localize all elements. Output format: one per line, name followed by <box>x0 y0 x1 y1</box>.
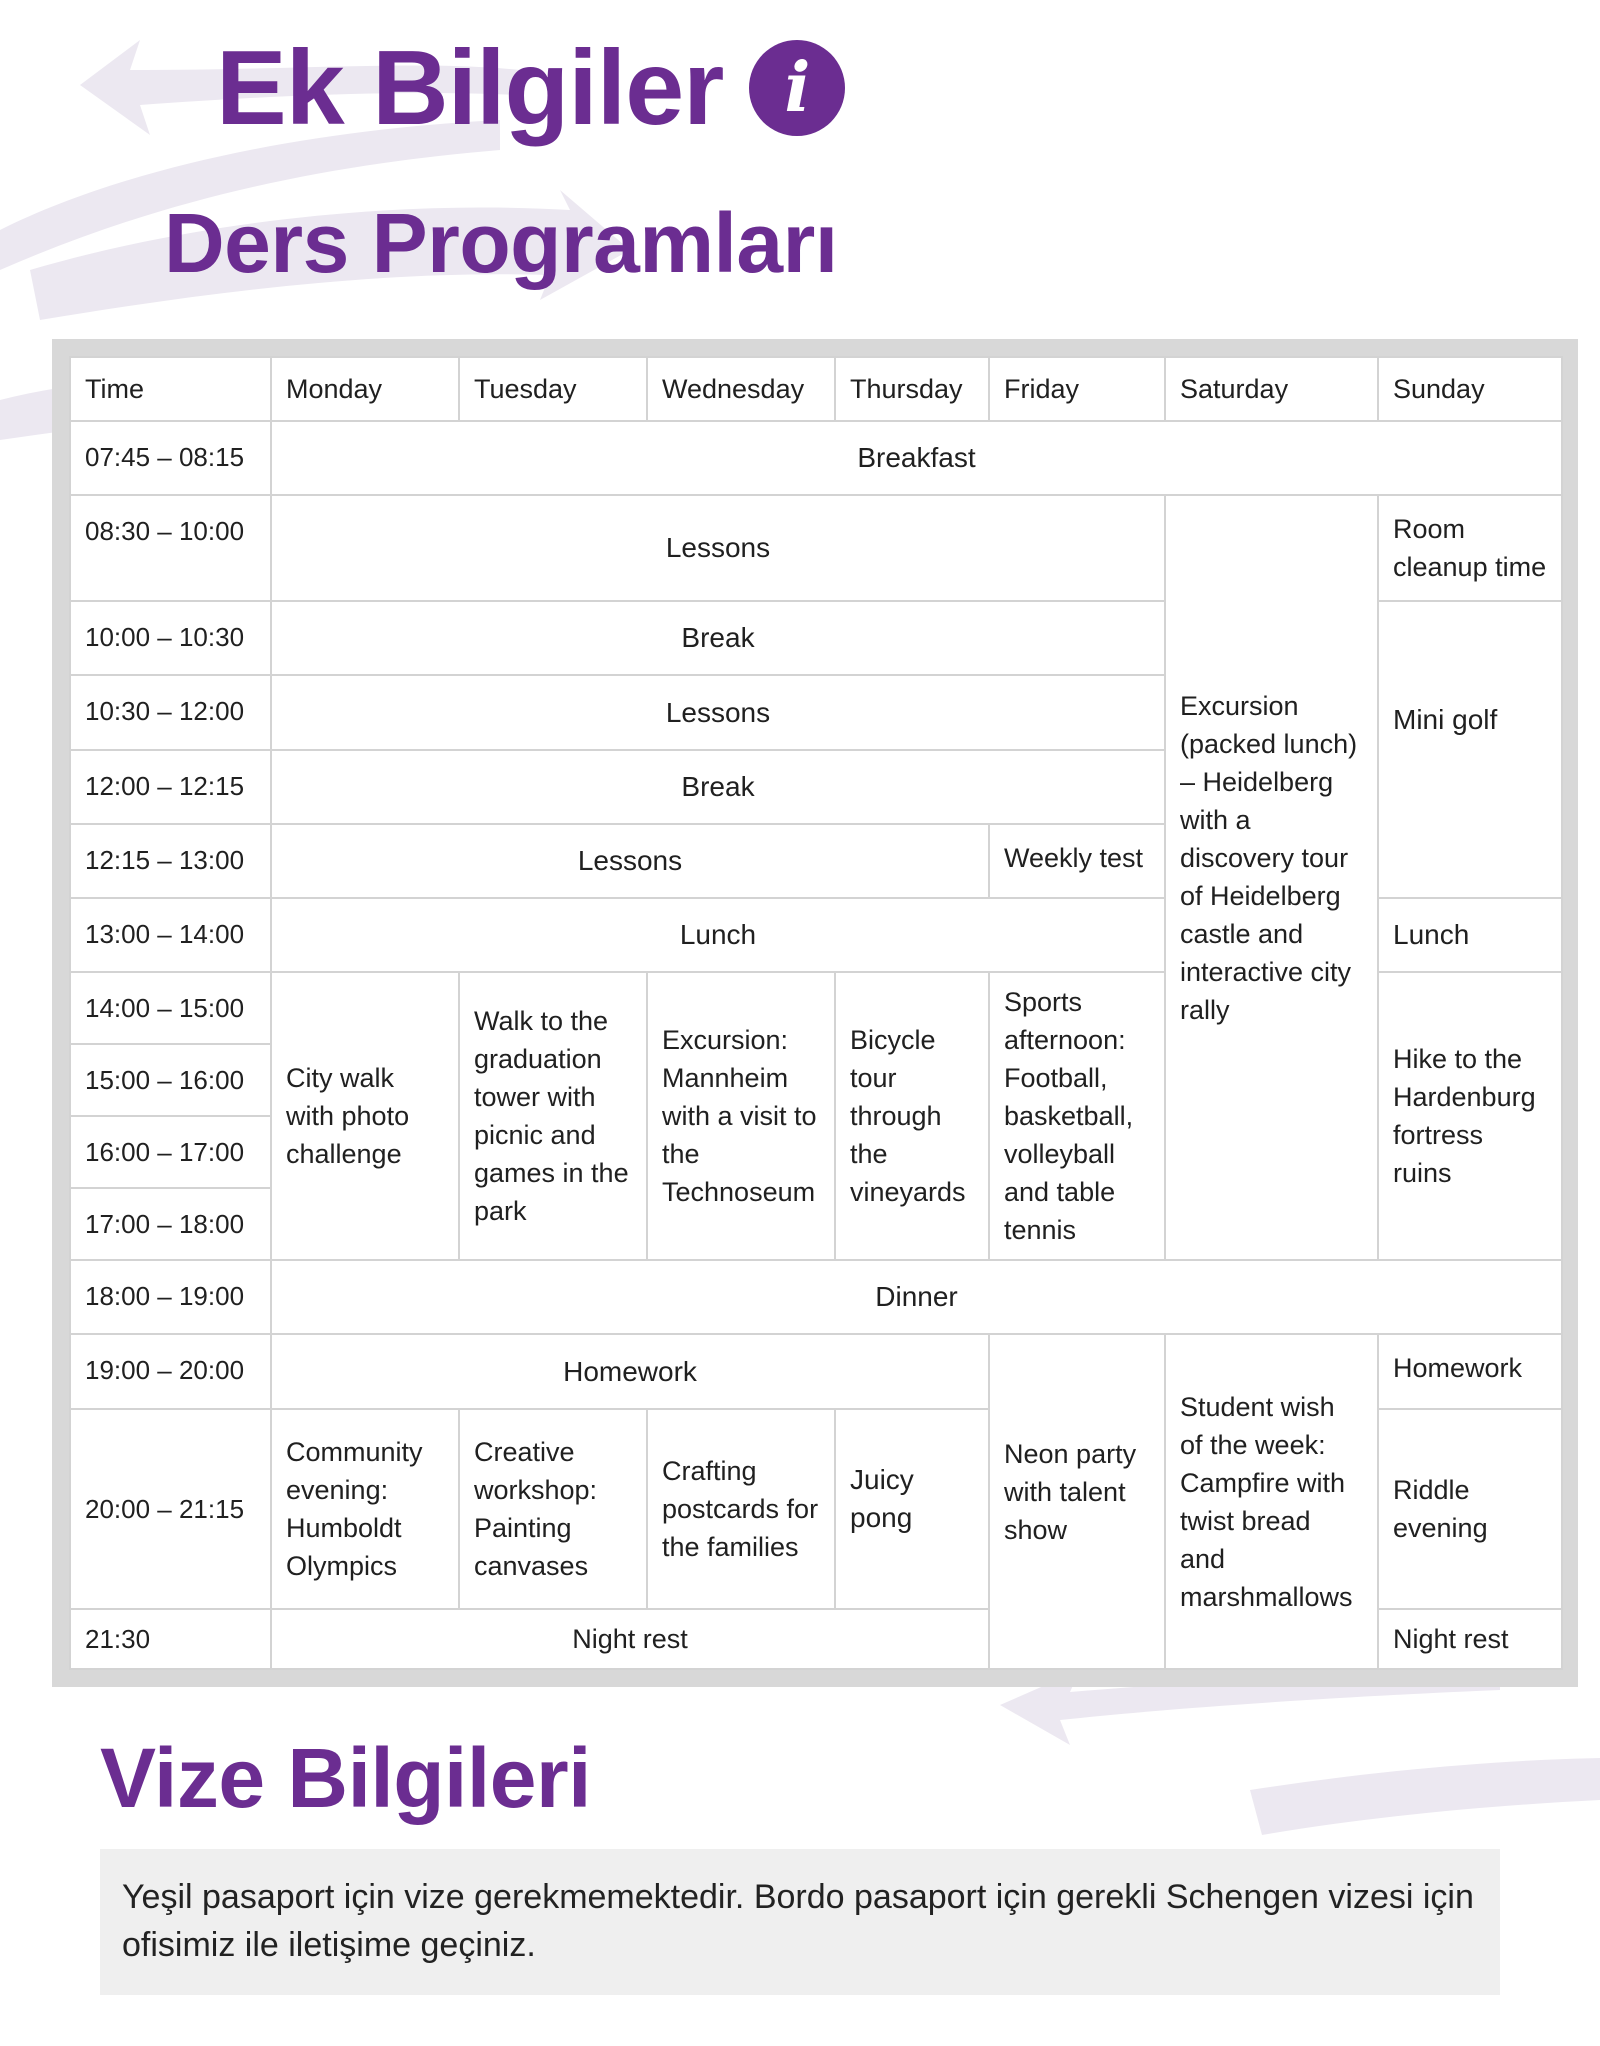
visa-info-box <box>100 1849 1500 1995</box>
column-header-saturday: Saturday <box>1165 357 1378 421</box>
break-cell: Break <box>271 601 1165 675</box>
time-cell: 14:00 – 15:00 <box>70 972 271 1044</box>
breakfast-cell: Breakfast <box>271 421 1562 495</box>
table-row <box>70 495 1562 601</box>
wednesday-afternoon-cell: Excursion: Mannheim with a visit to the Technoseum <box>647 972 835 1260</box>
sunday-homework-cell: Homework <box>1378 1334 1562 1408</box>
time-cell: 15:00 – 16:00 <box>70 1044 271 1116</box>
sunday-afternoon-cell: Hike to the Hardenburg fortress ruins <box>1378 972 1562 1260</box>
table-row <box>70 1260 1562 1334</box>
time-cell: 13:00 – 14:00 <box>70 898 271 972</box>
column-header-thursday: Thursday <box>835 357 989 421</box>
time-cell: 20:00 – 21:15 <box>70 1409 271 1609</box>
schedule-table <box>69 356 1563 1670</box>
schedule-section-title: Ders Programları <box>164 196 838 290</box>
lessons-cell: Lessons <box>271 824 989 898</box>
sunday-night-rest-cell: Night rest <box>1378 1609 1562 1669</box>
sunday-mini-golf-cell: Mini golf <box>1378 601 1562 897</box>
page-header <box>216 28 845 148</box>
schedule-table-frame <box>52 339 1578 1687</box>
break-cell: Break <box>271 750 1165 824</box>
dinner-cell: Dinner <box>271 1260 1562 1334</box>
thursday-afternoon-cell: Bicycle tour through the vineyards <box>835 972 989 1260</box>
wednesday-evening-cell: Crafting postcards for the families <box>647 1409 835 1609</box>
time-cell: 18:00 – 19:00 <box>70 1260 271 1334</box>
visa-info-text: Yeşil pasaport için vize gerekmemektedir. Bordo pasaport için gerekli Schengen vizesi için ofisimiz ile iletişime geçiniz. <box>122 1878 1474 1964</box>
table-row <box>70 421 1562 495</box>
sunday-lunch-cell: Lunch <box>1378 898 1562 972</box>
saturday-excursion-cell: Excursion (packed lunch) – Heidelberg with a discovery tour of Heidelberg castle and interactive city rally <box>1165 495 1378 1260</box>
time-cell: 12:00 – 12:15 <box>70 750 271 824</box>
homework-cell: Homework <box>271 1334 989 1408</box>
friday-afternoon-cell: Sports afternoon: Football, basketball, volleyball and table tennis <box>989 972 1165 1260</box>
saturday-evening-cell: Student wish of the week: Campfire with twist bread and marshmallows <box>1165 1334 1378 1669</box>
time-cell: 19:00 – 20:00 <box>70 1334 271 1408</box>
night-rest-cell: Night rest <box>271 1609 989 1669</box>
column-header-sunday: Sunday <box>1378 357 1562 421</box>
page-title: Ek Bilgiler <box>216 28 724 147</box>
tuesday-evening-cell: Creative workshop: Painting canvases <box>459 1409 647 1609</box>
thursday-evening-cell: Juicy pong <box>835 1409 989 1609</box>
friday-evening-cell: Neon party with talent show <box>989 1334 1165 1669</box>
time-cell: 21:30 <box>70 1609 271 1669</box>
visa-section-title: Vize Bilgileri <box>100 1731 591 1825</box>
lunch-cell: Lunch <box>271 898 1165 972</box>
monday-evening-cell: Community evening: Humboldt Olympics <box>271 1409 459 1609</box>
table-header-row <box>70 357 1562 421</box>
time-cell: 07:45 – 08:15 <box>70 421 271 495</box>
sunday-room-cleanup-cell: Room cleanup time <box>1378 495 1562 601</box>
column-header-friday: Friday <box>989 357 1165 421</box>
column-header-time: Time <box>70 357 271 421</box>
time-cell: 10:00 – 10:30 <box>70 601 271 675</box>
info-icon <box>749 40 845 136</box>
weekly-test-cell: Weekly test <box>989 824 1165 898</box>
lessons-cell: Lessons <box>271 675 1165 749</box>
time-cell: 17:00 – 18:00 <box>70 1188 271 1260</box>
info-icon-glyph: i <box>784 48 811 128</box>
column-header-monday: Monday <box>271 357 459 421</box>
lessons-cell: Lessons <box>271 495 1165 601</box>
time-cell: 10:30 – 12:00 <box>70 675 271 749</box>
time-cell: 08:30 – 10:00 <box>70 495 271 601</box>
column-header-wednesday: Wednesday <box>647 357 835 421</box>
table-row <box>70 1334 1562 1408</box>
time-cell: 16:00 – 17:00 <box>70 1116 271 1188</box>
time-cell: 12:15 – 13:00 <box>70 824 271 898</box>
monday-afternoon-cell: City walk with photo challenge <box>271 972 459 1260</box>
tuesday-afternoon-cell: Walk to the graduation tower with picnic and games in the park <box>459 972 647 1260</box>
sunday-evening-cell: Riddle evening <box>1378 1409 1562 1609</box>
column-header-tuesday: Tuesday <box>459 357 647 421</box>
